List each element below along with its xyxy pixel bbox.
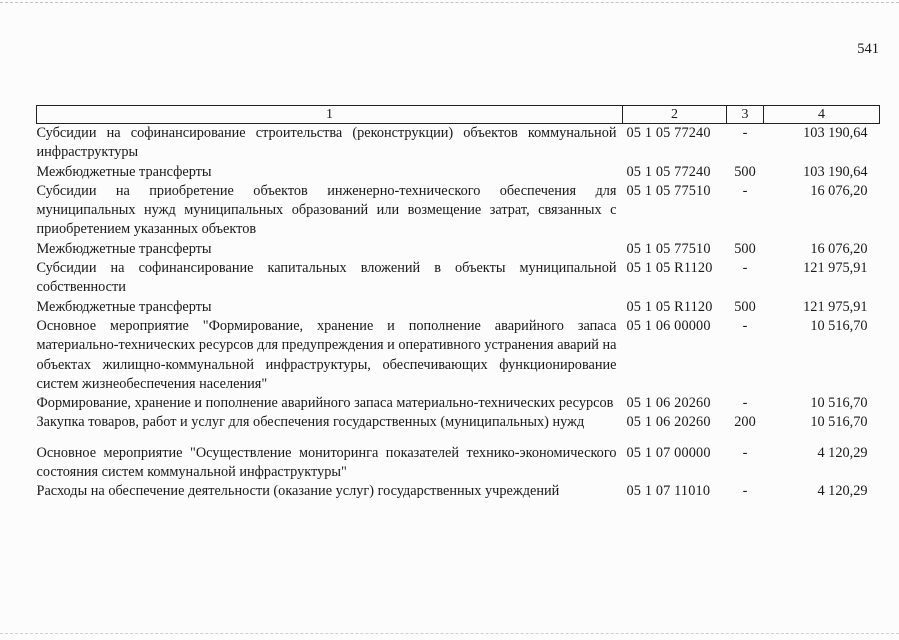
row-amount: 103 190,64 xyxy=(803,125,868,141)
row-code: 05 1 06 20260 xyxy=(626,414,711,431)
spacer-row xyxy=(37,433,880,444)
row-name: Межбюджетные трансферты xyxy=(36,240,212,257)
row-type: 500 xyxy=(734,240,756,257)
row-name: Расходы на обеспечение деятельности (оказание услуг) государственных учреждений xyxy=(36,483,560,500)
table-header xyxy=(37,106,880,124)
row-code: 05 1 07 00000 xyxy=(626,444,711,461)
row-name: Основное мероприятие "Осуществление мониторинга показателей технико-экономического состояния систем коммунальной инфраструктуры" xyxy=(36,444,617,481)
row-amount: 4 120,29 xyxy=(817,483,868,500)
row-code: 05 1 05 77510 xyxy=(626,182,711,199)
table-row xyxy=(37,298,880,317)
table-row xyxy=(37,124,880,163)
row-code: 05 1 06 20260 xyxy=(626,395,711,412)
header-col-2: 2 xyxy=(623,106,727,124)
row-code: 05 1 05 77510 xyxy=(626,240,711,257)
table-row xyxy=(37,413,880,432)
scan-edge-bottom xyxy=(0,633,899,634)
row-amount: 121 975,91 xyxy=(803,298,868,315)
header-col-4: 4 xyxy=(764,106,880,124)
row-amount: 10 516,70 xyxy=(810,317,868,334)
page-number: 541 xyxy=(857,41,879,57)
row-name: Межбюджетные трансферты xyxy=(36,163,212,180)
scan-edge-top xyxy=(0,2,899,3)
row-type: - xyxy=(742,395,748,412)
row-name: Субсидии на приобретение объектов инженерно-технического обеспечения для муниципальных нужд муниципальных образований или возмещение затрат, связанных с приобретением указанных объектов xyxy=(36,182,617,238)
spacer-cell xyxy=(37,433,880,444)
table-row xyxy=(37,259,880,298)
row-name: Формирование, хранение и пополнение аварийного запаса материально-технических ресурсов xyxy=(36,395,614,412)
row-name: Межбюджетные трансферты xyxy=(36,298,212,315)
row-amount: 121 975,91 xyxy=(803,260,868,277)
header-col-3: 3 xyxy=(727,106,764,124)
row-name: Субсидии на софинансирование строительства (реконструкции) объектов коммунальной инфраструктуры xyxy=(36,125,617,161)
table-body xyxy=(37,124,880,502)
row-name: Субсидии на софинансирование капитальных вложений в объекты муниципальной собственности xyxy=(36,260,617,296)
row-type: - xyxy=(742,182,748,199)
row-type: - xyxy=(742,444,748,461)
row-code: 05 1 05 R1120 xyxy=(626,298,713,315)
row-amount: 16 076,20 xyxy=(810,240,868,257)
row-type: 500 xyxy=(734,163,756,180)
row-code: 05 1 05 77240 xyxy=(626,163,711,180)
row-code: 05 1 06 00000 xyxy=(626,317,711,334)
row-code: 05 1 05 77240 xyxy=(626,125,711,141)
table-row xyxy=(37,317,880,394)
row-code: 05 1 07 11010 xyxy=(626,483,711,500)
row-amount: 10 516,70 xyxy=(810,414,868,431)
row-amount: 10 516,70 xyxy=(810,395,868,412)
row-type: 200 xyxy=(734,414,756,431)
row-type: - xyxy=(742,317,748,334)
table-row xyxy=(37,444,880,483)
table-row xyxy=(37,182,880,240)
row-amount: 103 190,64 xyxy=(803,163,868,180)
row-code: 05 1 05 R1120 xyxy=(626,260,713,277)
table-row xyxy=(37,163,880,182)
row-type: - xyxy=(742,483,748,500)
row-type: - xyxy=(742,125,748,141)
table-row xyxy=(37,240,880,259)
row-type: - xyxy=(742,260,748,277)
budget-table xyxy=(36,105,880,502)
row-name: Закупка товаров, работ и услуг для обеспечения государственных (муниципальных) нужд xyxy=(36,414,585,431)
header-col-1: 1 xyxy=(37,106,623,124)
row-amount: 16 076,20 xyxy=(810,182,868,199)
row-type: 500 xyxy=(734,298,756,315)
header-row xyxy=(37,106,880,124)
row-name: Основное мероприятие "Формирование, хранение и пополнение аварийного запаса материально-технических ресурсов для предупреждения и оперативного устранения аварий на объектах жилищно-коммунальной инфраструктуры, обеспечивающих функционирование систем жизнеобеспечения населения" xyxy=(36,317,617,392)
row-amount: 4 120,29 xyxy=(817,444,868,461)
table-row xyxy=(37,394,880,413)
table-row xyxy=(37,482,880,501)
